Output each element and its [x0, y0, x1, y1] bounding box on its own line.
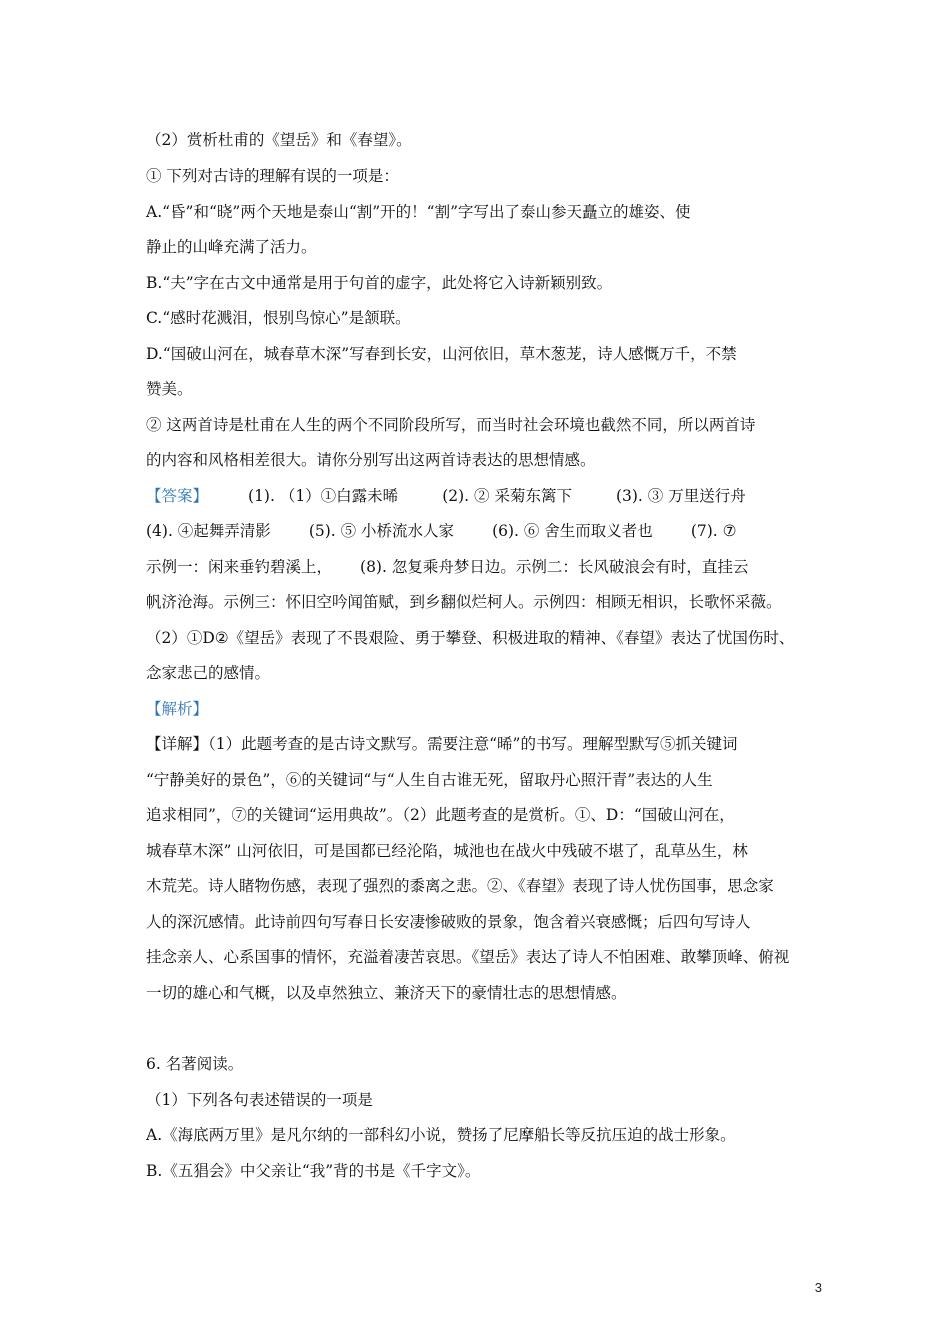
q5-sub2-cont: 的内容和风格相差很大。请你分别写出这两首诗表达的思想情感。 [146, 451, 596, 469]
answer-line-1 [146, 484, 816, 508]
answer-item-1: (1). （1）①白露未晞 [248, 487, 399, 505]
analysis-line: 追求相同”，⑦的关键词“运用典故”。（2）此题考查的是赏析。①、D：“国破山河在， [146, 806, 735, 824]
answer-item-4: (4). ④起舞弄清影 [146, 522, 271, 540]
analysis-line: 【详解】（1）此题考查的是古诗文默写。需要注意“晞”的书写。理解型默写⑤抓关键词 [146, 735, 738, 753]
q5-option-d-cont: 赞美。 [146, 380, 193, 398]
analysis-line: 人的深沉感情。此诗前四句写春日长安凄惨破败的景象，饱含着兴衰感慨；后四句写诗人 [146, 913, 751, 931]
q5-option-a: A.“昏”和“晓”两个天地是泰山“割”开的！“割”字写出了泰山参天矗立的雄姿、使 [146, 203, 691, 221]
q5-option-b: B.“夫”字在古文中通常是用于句首的虚字，此处将它入诗新颖别致。 [146, 274, 613, 292]
q5-option-a-cont: 静止的山峰充满了活力。 [146, 238, 317, 256]
answer-item-5: (5). ⑤ 小桥流水人家 [308, 522, 455, 540]
analysis-line: 挂念亲人、心系国事的情怀，充溢着凄苦哀思。《望岳》表达了诗人不怕困难、敢攀顶峰、俯视 [146, 948, 790, 966]
q6-sub1: （1）下列各句表述错误的一项是 [146, 1091, 373, 1109]
answer-line-5: （2）①D②《望岳》表现了不畏艰险、勇于攀登、积极进取的精神、《春望》表达了忧国伤时、 [146, 629, 795, 647]
analysis-line: 木荒芜。诗人睹物伤感，表现了强烈的黍离之悲。②、《春望》表现了诗人忧伤国事，思念家 [146, 877, 774, 895]
answer-item-7: (7). ⑦ [690, 522, 737, 540]
q6-option-b: B.《五猖会》中父亲让“我”背的书是《千字文》。 [146, 1162, 481, 1180]
answer-item-8: (8). 忽复乘舟梦日边。示例二：长风破浪会有时，直挂云 [360, 558, 749, 576]
q5-option-d: D.“国破山河在，城春草木深”写春到长安，山河依旧，草木葱茏，诗人感慨万千，不禁 [146, 345, 737, 363]
answer-line-3 [146, 555, 816, 579]
answer-line-4: 帆济沧海。示例三：怀旧空吟闻笛赋，到乡翻似烂柯人。示例四：相顾无相识，长歌怀采薇。 [146, 593, 782, 611]
answer-item-6: (6). ⑥ 舍生而取义者也 [492, 522, 653, 540]
answer-example-1: 示例一：闲来垂钓碧溪上， [146, 558, 333, 576]
analysis-tag: 【解析】 [146, 700, 209, 718]
answer-item-3: (3). ③ 万里送行舟 [615, 487, 746, 505]
q5-sub1: ① 下列对古诗的理解有误的一项是： [146, 167, 399, 185]
q5-option-c: C.“感时花溅泪，恨别鸟惊心”是颔联。 [146, 309, 411, 327]
q5-part2-title: （2）赏析杜甫的《望岳》和《春望》。 [146, 131, 412, 149]
q6-title: 6. 名著阅读。 [146, 1055, 244, 1073]
page-number: 3 [814, 1280, 822, 1295]
answer-line-6: 念家悲己的感情。 [146, 664, 271, 682]
analysis-line: “宁静美好的景色”，⑥的关键词“与“人生自古谁无死，留取丹心照汗青”表达的人生 [146, 771, 713, 789]
q5-sub2: ② 这两首诗是杜甫在人生的两个不同阶段所写，而当时社会环境也截然不同，所以两首诗 [146, 416, 756, 434]
q6-option-a: A.《海底两万里》是凡尔纳的一部科幻小说，赞扬了尼摩船长等反抗压迫的战士形象。 [146, 1126, 736, 1144]
answer-line-2 [146, 519, 816, 543]
analysis-line: 一切的雄心和气概，以及卓然独立、兼济天下的豪情壮志的思想情感。 [146, 984, 627, 1002]
answer-item-2: (2). ② 采菊东篱下 [442, 487, 572, 505]
analysis-line: 城春草木深” 山河依旧，可是国都已经沦陷，城池也在战火中残破不堪了，乱草丛生，林 [146, 842, 748, 860]
answer-tag: 【答案】 [146, 487, 209, 505]
